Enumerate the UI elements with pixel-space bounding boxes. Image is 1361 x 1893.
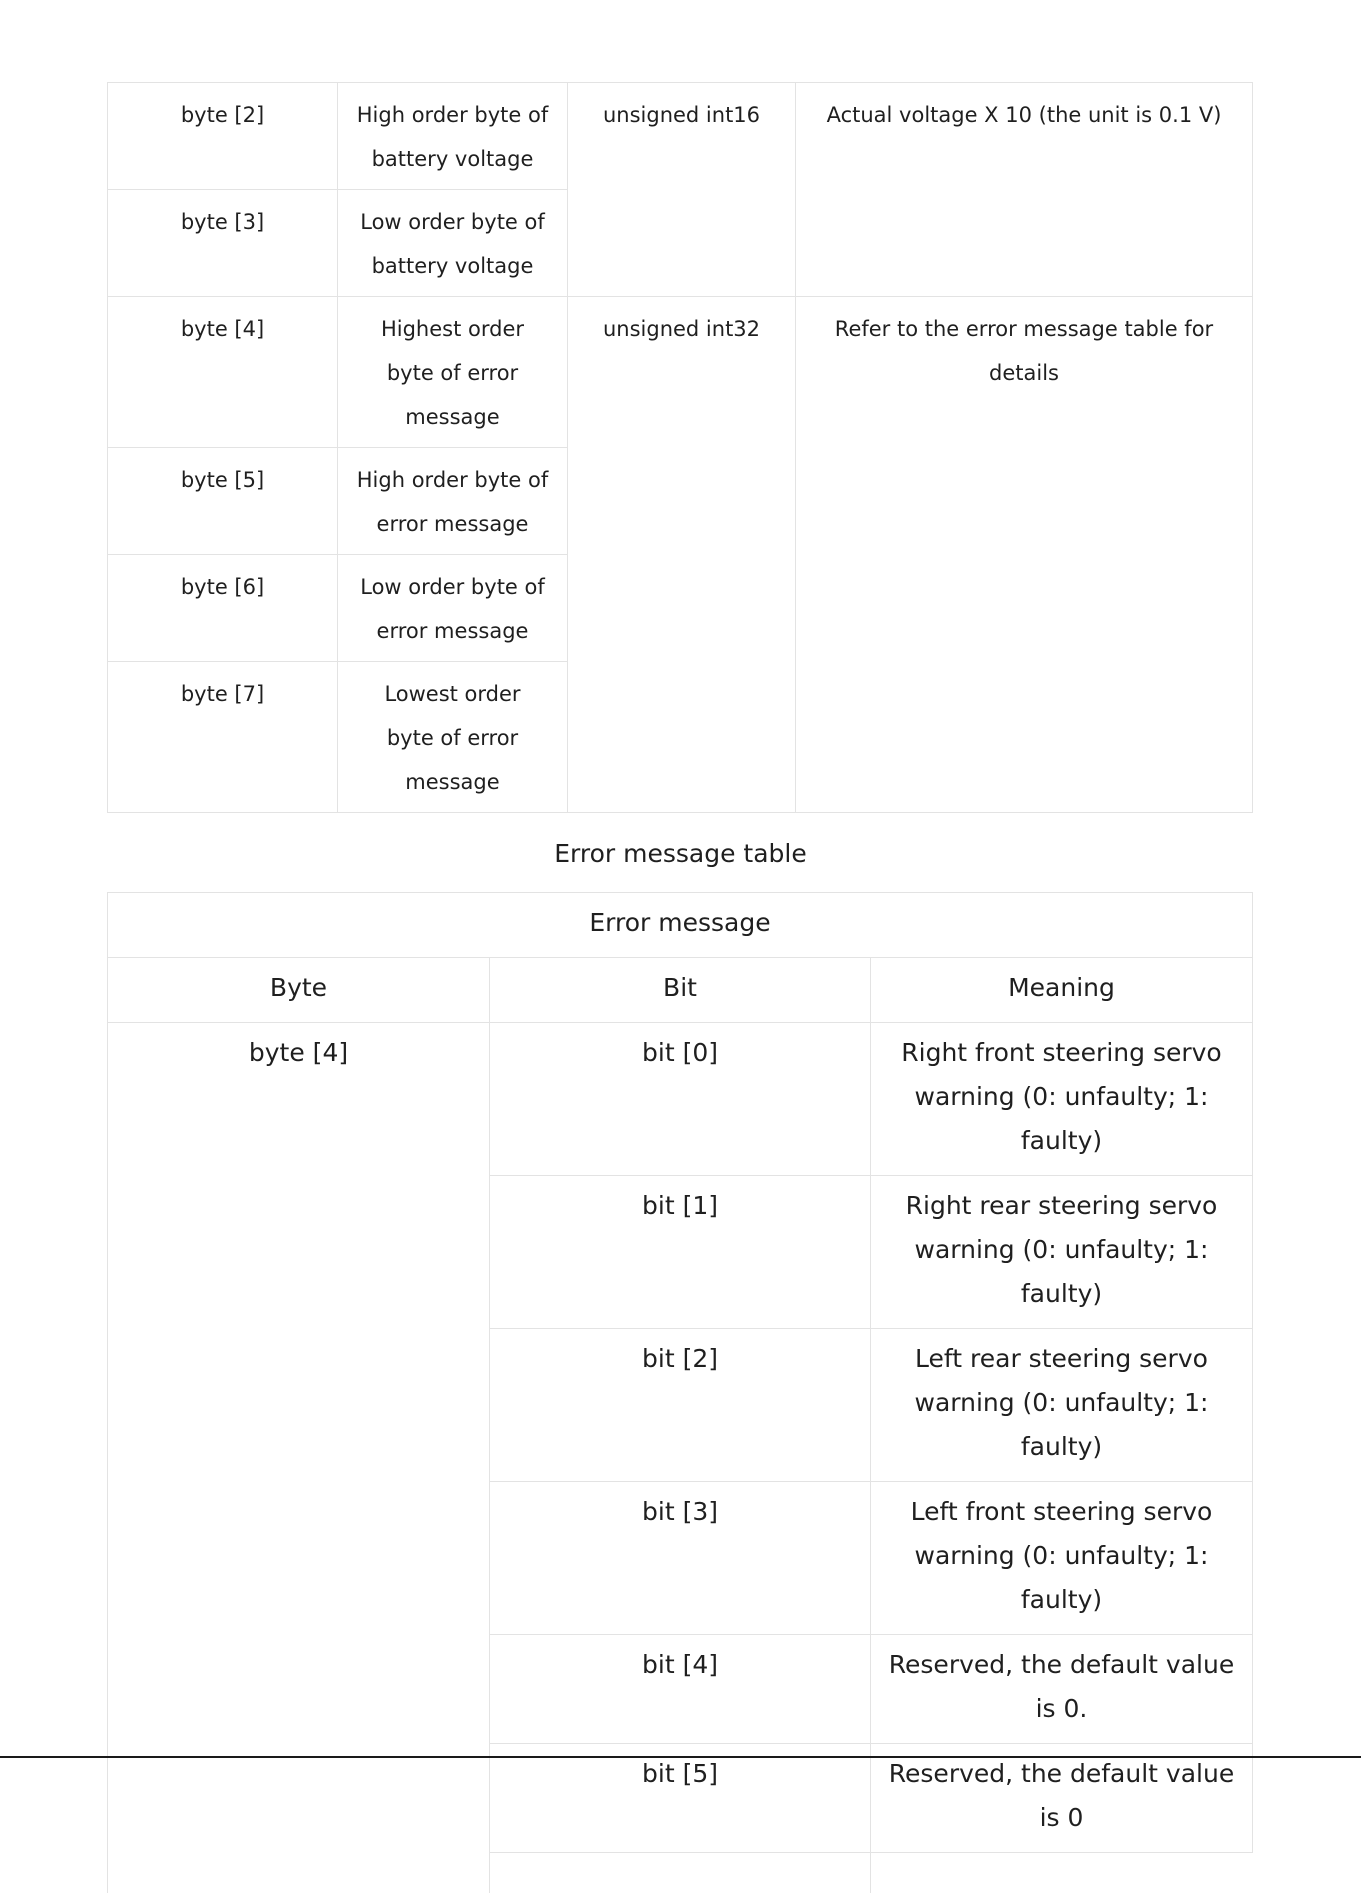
table-row [108, 1023, 1253, 1176]
description-cell: Low order byte of error message [338, 555, 568, 662]
table-title: Error message [108, 893, 1253, 958]
column-header-bit: Bit [490, 958, 871, 1023]
description-cell: Highest order byte of error message [338, 297, 568, 448]
meaning-cell: Left rear steering servo warning (0: unfaulty; 1: faulty) [871, 1329, 1253, 1482]
table-header-row [108, 958, 1253, 1023]
bit-cell: bit [0] [490, 1023, 871, 1176]
table-caption: Error message table [0, 836, 1361, 872]
column-header-meaning: Meaning [871, 958, 1253, 1023]
page-footer-rule [0, 1756, 1361, 1758]
description-cell: Low order byte of battery voltage [338, 190, 568, 297]
error-message-table [107, 892, 1253, 1893]
meaning-cell: Left front steering servo warning (0: unfaulty; 1: faulty) [871, 1482, 1253, 1635]
table-title-row [108, 893, 1253, 958]
byte-cell: byte [4] [108, 1023, 490, 1893]
remark-cell: Refer to the error message table for details [796, 297, 1253, 813]
byte-cell: byte [2] [108, 83, 338, 190]
description-cell: Lowest order byte of error message [338, 662, 568, 813]
type-cell: unsigned int16 [568, 83, 796, 297]
table-row [108, 83, 1253, 190]
column-header-byte: Byte [108, 958, 490, 1023]
byte-cell: byte [4] [108, 297, 338, 448]
frame-data-table [107, 82, 1253, 813]
byte-cell: byte [3] [108, 190, 338, 297]
remark-cell: Actual voltage X 10 (the unit is 0.1 V) [796, 83, 1253, 297]
byte-cell: byte [5] [108, 448, 338, 555]
description-cell: High order byte of battery voltage [338, 83, 568, 190]
bit-cell: bit [4] [490, 1635, 871, 1744]
bit-cell [490, 1853, 871, 1893]
meaning-cell: Reserved, the default value is 0 [871, 1744, 1253, 1853]
meaning-cell: Right front steering servo warning (0: unfaulty; 1: faulty) [871, 1023, 1253, 1176]
description-cell: High order byte of error message [338, 448, 568, 555]
type-cell: unsigned int32 [568, 297, 796, 813]
meaning-cell: Reserved, the default value is 0. [871, 1635, 1253, 1744]
byte-cell: byte [7] [108, 662, 338, 813]
bit-cell: bit [5] [490, 1744, 871, 1853]
table-row [108, 297, 1253, 448]
meaning-cell [871, 1853, 1253, 1893]
bit-cell: bit [2] [490, 1329, 871, 1482]
bit-cell: bit [1] [490, 1176, 871, 1329]
meaning-cell: Right rear steering servo warning (0: unfaulty; 1: faulty) [871, 1176, 1253, 1329]
byte-cell: byte [6] [108, 555, 338, 662]
bit-cell: bit [3] [490, 1482, 871, 1635]
